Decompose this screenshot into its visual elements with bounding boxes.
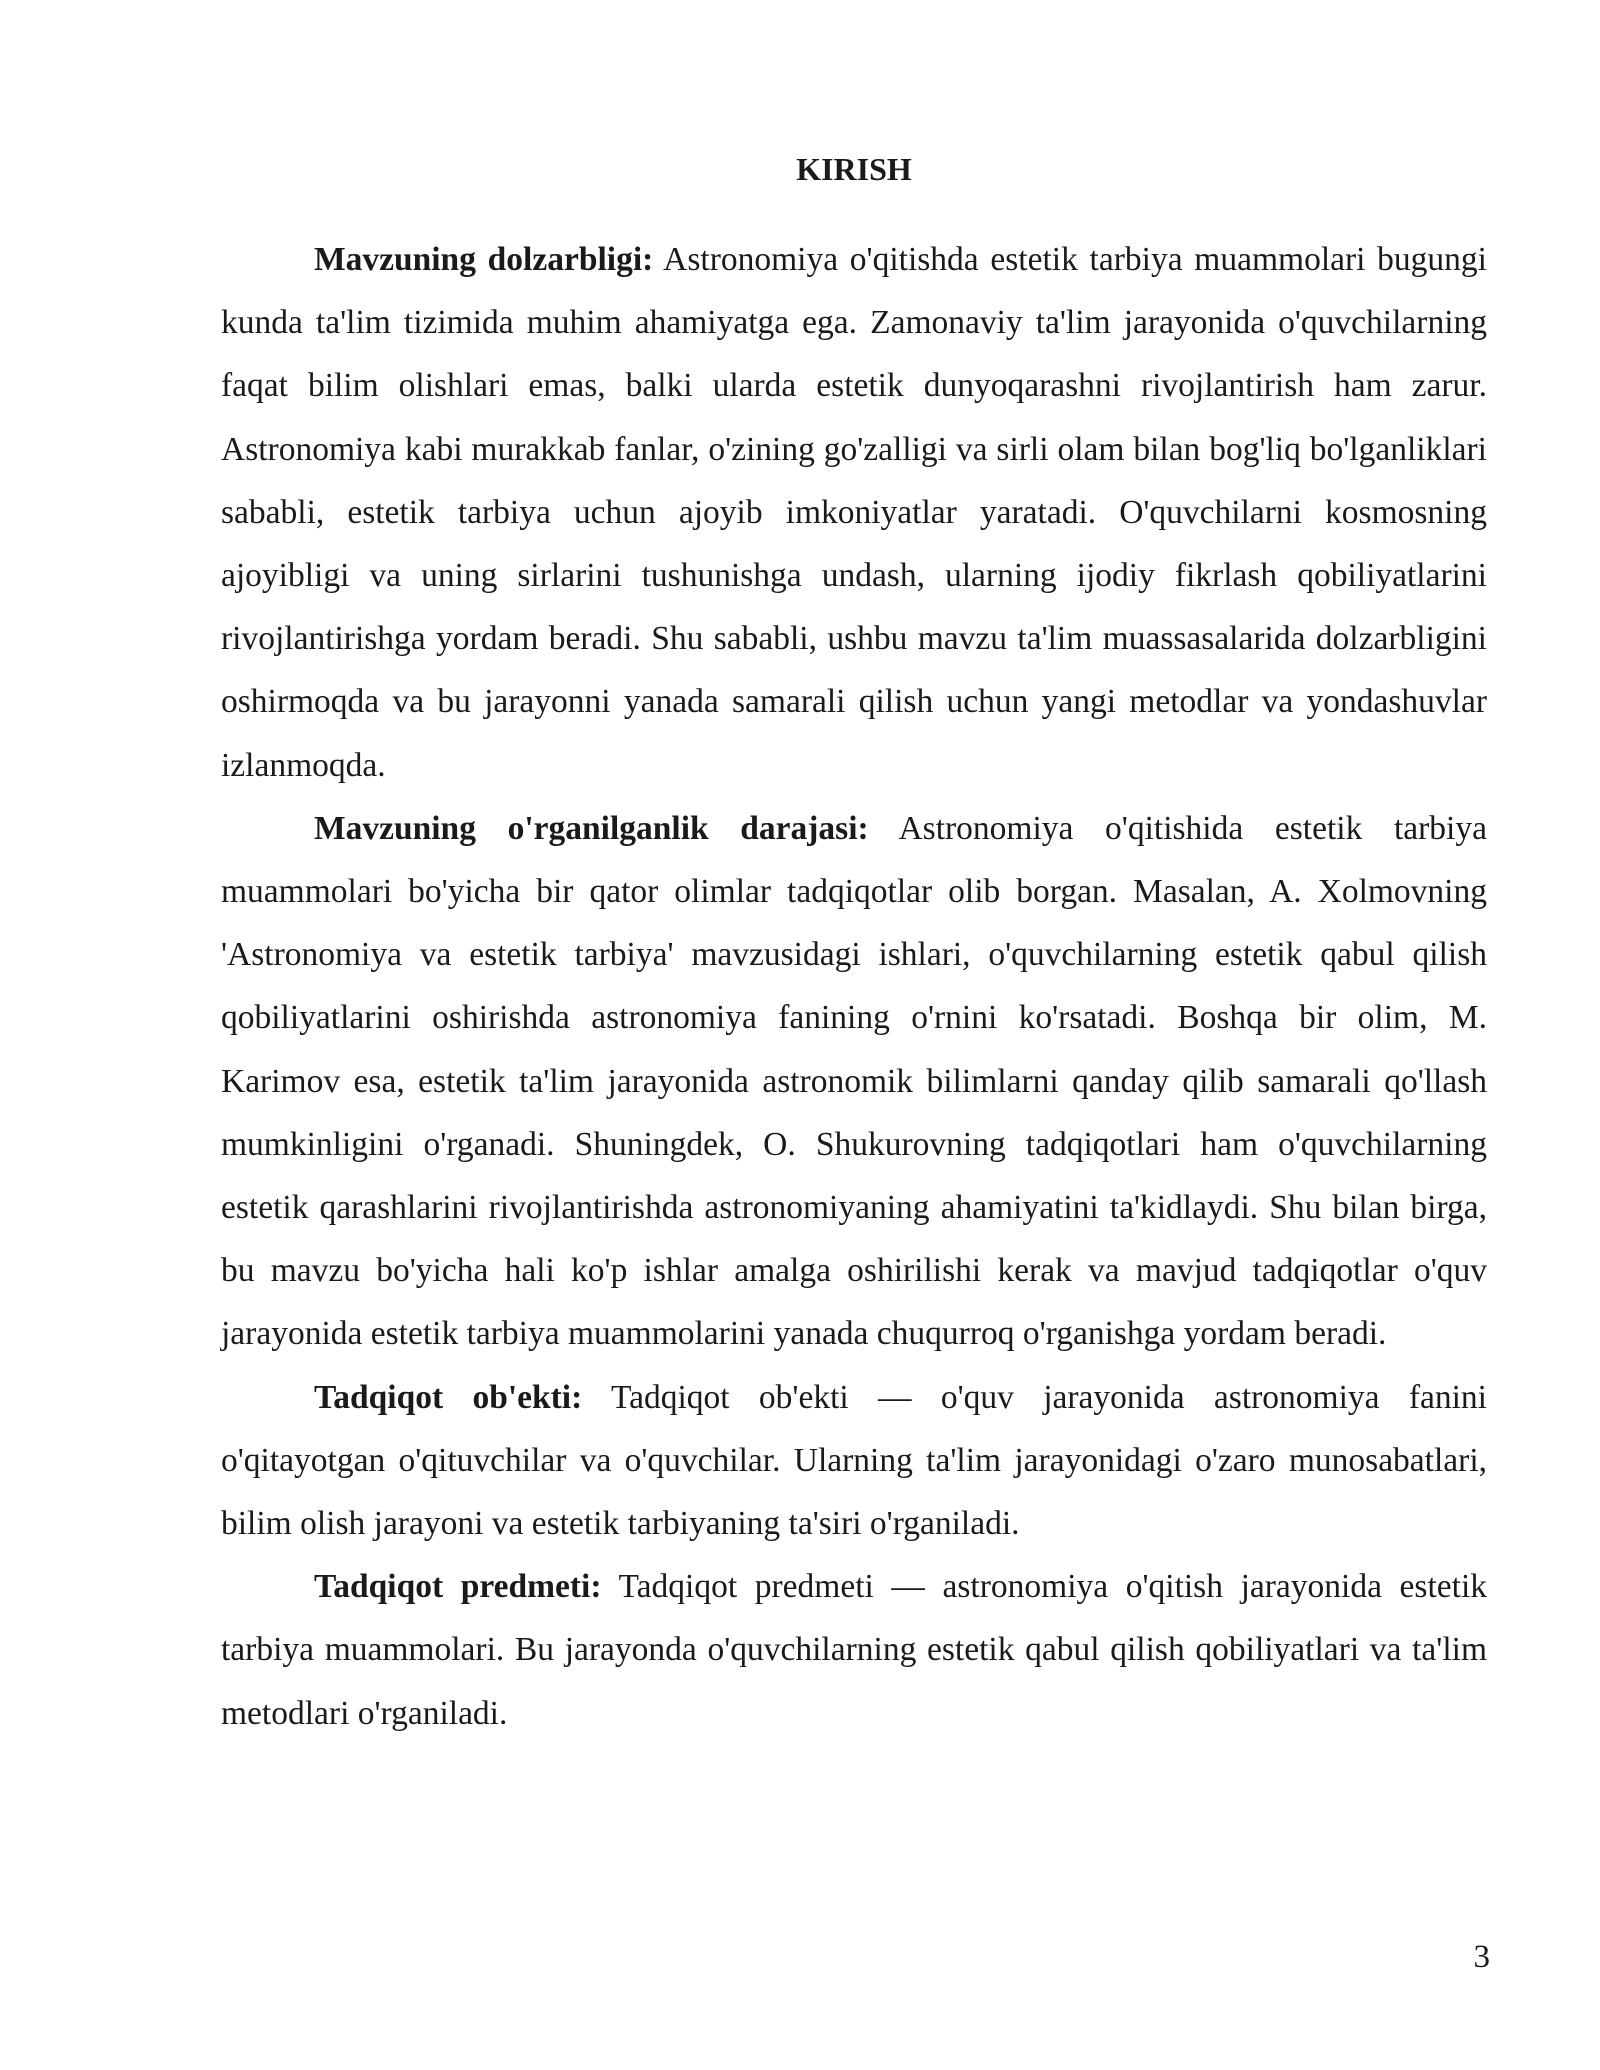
document-page	[221, 148, 1487, 1745]
paragraph-research-subject	[221, 1555, 1487, 1745]
paragraph-text: Astronomiya o'qitishida estetik tarbiya muammolari bo'yicha bir qator olimlar tadqiqotlar olib borgan. Masalan, A. Xolmovning 'Astronomiya va estetik tarbiya' mavzusidagi ishlari, o'quvchilarning estetik qabul qilish qobiliyatlarini oshirishda astronomiya fanining o'rnini ko'rsatadi. Boshqa bir olim, M. Karimov esa, estetik ta'lim jarayonida astronomik bilimlarni qanday qilib samarali qo'llash mumkinligini o'rganadi. Shuningdek, O. Shukurovning tadqiqotlari ham o'quvchilarning estetik qarashlarini rivojlantirishda astronomiyaning ahamiyatini ta'kidlaydi. Shu bilan birga, bu mavzu bo'yicha hali ko'p ishlar amalga oshirilishi kerak va mavjud tadqiqotlar o'quv jarayonida estetik tarbiya muammolarini yanada chuqurroq o'rganishga yordam beradi.	[221, 809, 1487, 1353]
paragraph-heading: Mavzuning dolzarbligi:	[314, 241, 654, 278]
paragraph-text: Tadqiqot ob'ekti — o'quv jarayonida astronomiya fanini o'qitayotgan o'qituvchilar va o'quvchilar. Ularning ta'lim jarayonidagi o'zaro munosabatlari, bilim olish jarayoni va estetik tarbiyaning ta'siri o'rganiladi.	[221, 1378, 1487, 1543]
paragraph-text: Astronomiya o'qitishda estetik tarbiya muammolari bugungi kunda ta'lim tizimida muhim ahamiyatga ega. Zamonaviy ta'lim jarayonida o'quvchilarning faqat bilim olishlari emas, balki ularda estetik dunyoqarashni rivojlantirish ham zarur. Astronomiya kabi murakkab fanlar, o'zining go'zalligi va sirli olam bilan bog'liq bo'lganliklari sababli, estetik tarbiya uchun ajoyib imkoniyatlar yaratadi. O'quvchilarni kosmosning ajoyibligi va uning sirlarini tushunishga undash, ularning ijodiy fikrlash qobiliyatlarini rivojlantirishga yordam beradi. Shu sababli, ushbu mavzu ta'lim muassasalarida dolzarbligini oshirmoqda va bu jarayonni yanada samarali qilish uchun yangi metodlar va yondashuvlar izlanmoqda.	[221, 241, 1487, 784]
paragraph-heading: Mavzuning o'rganilganlik darajasi:	[314, 809, 869, 847]
paragraph-heading: Tadqiqot predmeti:	[314, 1568, 602, 1606]
section-title: KIRISH	[796, 151, 912, 187]
paragraph-research-object	[221, 1366, 1487, 1556]
paragraph-text: Tadqiqot predmeti — astronomiya o'qitish jarayonida estetik tarbiya muammolari. Bu jarayonda o'quvchilarning estetik qabul qilish qobiliyatlari va ta'lim metodlari o'rganiladi.	[221, 1568, 1487, 1732]
page-number: 3	[1473, 1939, 1490, 1975]
paragraph-heading: Tadqiqot ob'ekti:	[314, 1378, 583, 1416]
paragraph-relevance	[221, 228, 1487, 797]
paragraph-study-degree	[221, 797, 1487, 1366]
